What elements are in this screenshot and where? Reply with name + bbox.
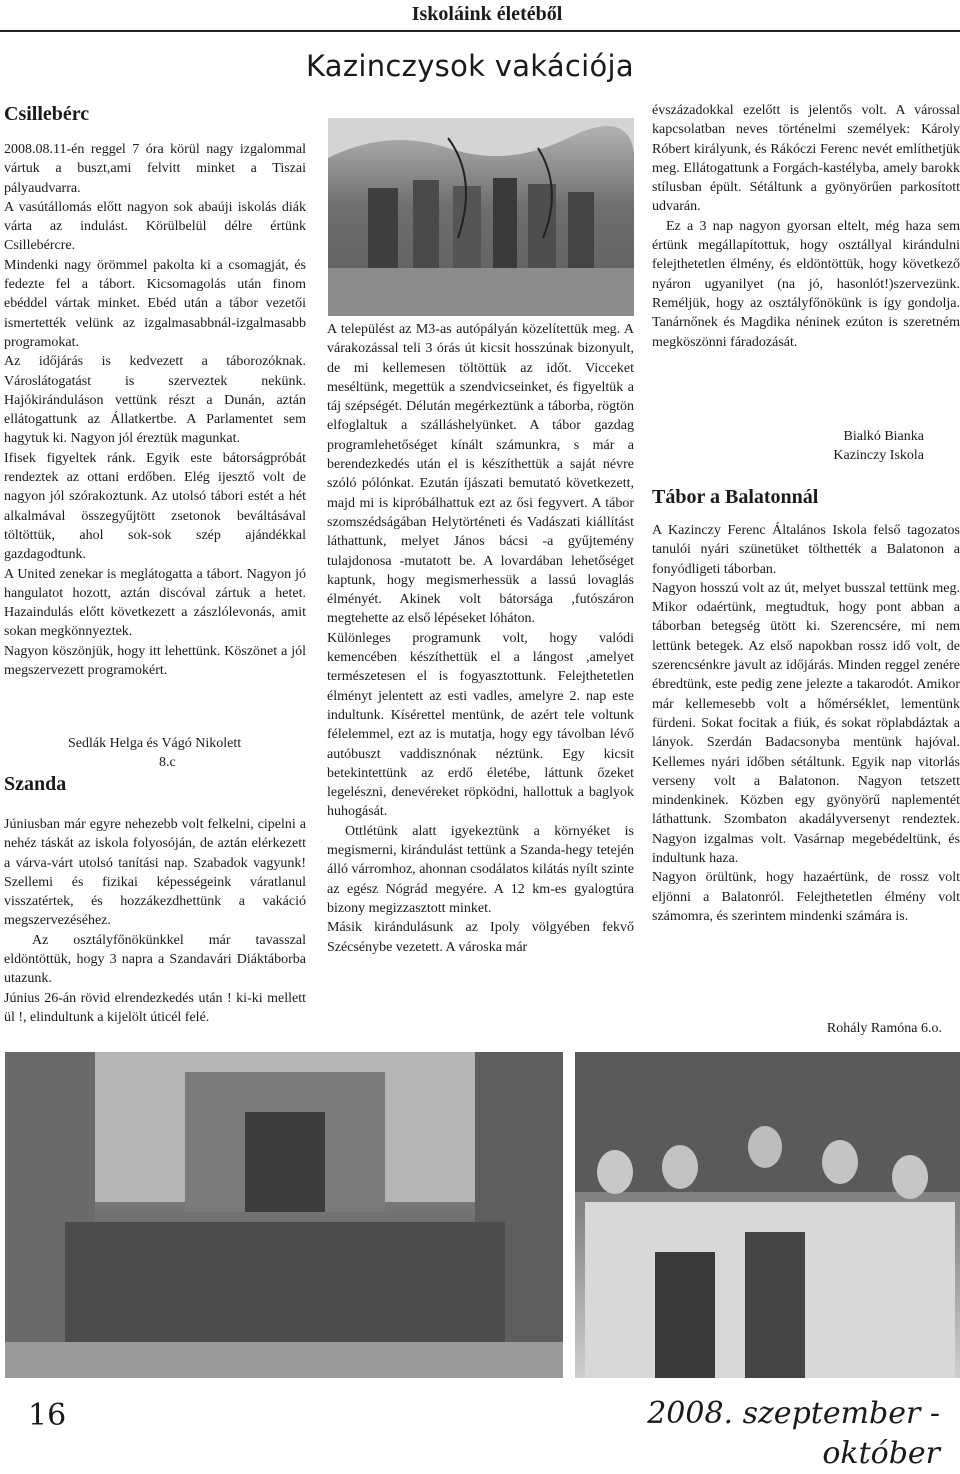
article-szanda-part2 [327, 320, 634, 957]
paragraph: A vasútállomás előtt nagyon sok abaúji iskolás diák várta az indulást. Körülbelül délre értünk Csillebércre. [4, 199, 306, 254]
author-name: Sedlák Helga és Vágó Nikolett [68, 736, 242, 751]
paragraph: Júniusban már egyre nehezebb volt felkelni, cipelni a nehéz táskát az iskola folyosóján, de aztán elérkezett a várva-várt utolsó tanítási nap. Szabadok vagyunk! Szellemi és fizikai képességeink váratlanul visszatértek, és hozzákezdhettünk a vakáció megszervezéséhez. [4, 817, 306, 929]
page-number: 16 [28, 1398, 67, 1433]
heading-csillebérc: Csillebérc [4, 103, 90, 125]
issue-date: 2008. szeptember - október [647, 1396, 940, 1471]
paragraph: Ifisek figyeltek ránk. Egyik este bátorságpróbát rendeztek az ottani erdőben. Elég ijesztő volt de nagyon jól szórakoztunk. Az utolsó tábori estét a hét alkalmával összegyűjtött zsetonok beváltásával töltöttük, ahol sok-sok szép ajándékkal gazdagodtunk. [4, 450, 306, 563]
author-class: 8.c [159, 755, 176, 770]
signature-csillebérc [4, 734, 306, 772]
paragraph: Az osztályfőnökünkkel már tavasszal eldöntöttük, hogy 3 napra a Szandavári Diáktáborba utazunk. [4, 932, 306, 987]
signature-balaton: Rohály Ramóna 6.o. [826, 1021, 942, 1036]
paragraph: Ottlétünk alatt igyekeztünk a környéket is megismerni, kirándulást tettünk a Szanda-hegy tetején álló várromhoz, ahonnan csodálatos kilátás nyílt szinte az egész Nógrád megyére. A 12 km-es gyalogtúra bizony megizzasztott minket. [327, 823, 634, 916]
section-label: Iskoláink életéből [411, 3, 563, 25]
paragraph: Mindenki nagy örömmel pakolta ki a csomagját, és fedezte fel a tábort. Kicsomagolás után finom ebéddel vártak minket. Ebéd után a tábor vezetői ismertették velünk az izgalmasabbnál-izgalmasabb programokat. [4, 257, 306, 350]
girls-photo [575, 1052, 960, 1378]
article-szanda-part3 [652, 101, 960, 352]
paragraph: Nagyon köszönjük, hogy itt lehettünk. Köszönet a jól megszervezett programokért. [4, 643, 306, 679]
signature-szanda [652, 427, 960, 465]
article-szanda-part1 [4, 815, 306, 1027]
header-rule [0, 30, 960, 32]
paragraph: Június 26-án rövid elrendezkedés után ! ki-ki mellett ül !, elindultunk a kijelölt úticél felé. [4, 990, 306, 1025]
paragraph: Az időjárás is kedvezett a táborozóknak. Városlátogatást is szerveztek nekünk. Hajókiránduláson vettünk részt a Dunán, aztán ellátogattunk az Állatkertbe. A Parlamentet sem hagytuk ki. Nagyon jól éreztük magunkat. [4, 354, 306, 447]
paragraph: Nagyon örültünk, hogy hazaértünk, de rossz volt eljönni a Balatonról. Felejthetetlen élmény volt számomra, és szerintem mindenki számára is. [652, 870, 960, 924]
heading-szanda: Szanda [4, 773, 67, 795]
archery-photo [328, 118, 634, 316]
article-balaton [652, 521, 960, 926]
paragraph: A Kazinczy Ferenc Általános Iskola felső tagozatos tanulói nyári szünetüket tölthették a Balatonon a fonyódligeti táborban. [652, 523, 960, 577]
author-school: Kazinczy Iskola [833, 448, 924, 463]
author-name: Bialkó Bianka [843, 429, 924, 444]
paragraph: évszázadokkal ezelőtt is jelentős volt. A várossal kapcsolatban neves történelmi személyek: Károly Róbert királyunk, és Rákóczi Ferenc nevét említhetjük meg. Ellátogattunk a Forgách-kastélyba, amely barokk stílusban épült. Sétáltunk a gyönyörűen parkosított udvarán. [652, 103, 960, 215]
paragraph: Ez a 3 nap nagyon gyorsan eltelt, még haza sem értünk megállapítottuk, hogy osztállyal kirándulni felejthetetlen élmény, és eldöntöttük, hogy következő nyáron ugyanilyet (na jó, hasonlót!)szervezünk. Reméljük, hogy az osztályfőnökünk is így gondolja. Tanárnőnek és Magdika néninek ezúton is szeretném megköszönni fáradozását. [652, 218, 960, 350]
paragraph: Másik kirándulásunk az Ipoly völgyében fekvő Szécsénybe vezetett. A városka már [327, 920, 634, 955]
heading-balaton: Tábor a Balatonnál [652, 486, 819, 508]
page-title: Kazinczysok vakációja [306, 49, 634, 83]
paragraph: 2008.08.11-én reggel 7 óra körül nagy izgalommal vártuk a buszt,ami felvitt minket a Tiszai pályaudvarra. [4, 142, 306, 196]
paragraph: A United zenekar is meglátogatta a tábort. Nagyon jó hangulatot hozott, aztán discóval zártuk a hetet. Hazaindulás előtt következett a zászlólevonás, amit sokan megkönnyeztek. [4, 566, 306, 640]
paragraph: Különleges programunk volt, hogy valódi kemencében készíthettük el a lángost ,amelyet természetesen el is fogyasztottunk. Felejthetetlen élményt jelentett az esti vadles, amelyre 2. nap este indultunk. Kísérettel mentünk, de azért tele voltunk félelemmel, ezt az is mutatja, hogy egy távolban lévő autóbuszt vaddisznónak néztünk. Egy kicsit betekintettünk az erdő életébe, láttunk őzeket legelészni, denevéreket röpködni, hallottuk a baglyok huhogását. [327, 630, 634, 820]
paragraph: A települést az M3-as autópályán közelítettük meg. A várakozással teli 3 órás út kicsit hosszúnak bizonyult, de mi kellemesen töltöttük az időt. Vicceket meséltünk, megettük a szendvicseinket, és figyeltük a táj szépségét. Délután megérkeztünk a táborba, rögtön elfoglaltuk a szálláshelyünket. A tábor gazdag programlehetőséget kínált számunkra, s már a berendezkedés után el is készíthettük a saját névre szóló pólónkat. Ezután íjászati bemutató következett, majd mi is kipróbálhattuk ezt az ősi fegyvert. A tábor szomszédságában Helytörténeti és Vadászati kiállítást láthattunk, melyet János bácsi -a gyűjtemény tulajdonosa -mutatott be. A lovardában lehetőséget kaptunk, hogy megismerhessük a lassú lovaglás élményét. Akinek volt bátorsága ,futószáron megtehette az első lépéseket lóháton. [327, 322, 634, 627]
group-photo [5, 1052, 563, 1378]
article-csillebérc [4, 140, 306, 680]
paragraph: Nagyon hosszú volt az út, melyet busszal tettünk meg. Mikor odaértünk, megtudtuk, hogy pont abban a táborban betegség ütött ki. Szerencsére, mi nem lettünk betegek. Az első napokban rossz idő volt, de szerencsénkre javult az időjárás. Minden reggel zenére ébredtünk, este pedig zene jelezte a takarodót. Amikor már kellemesebb volt a hőmérséklet, lementünk fürdeni. Sokat focitak a fiúk, és sokat röplabdáztak a lányok. Szerdán Badacsonyba mentünk hajóval. Kellemes nyári időben sétáltunk. Egyik nap vitorlás verseny volt a Balatonon. Nagyon tetszett mindenkinek. Közben egy gyönyörű naplementét láthattunk. Szombaton akadályversenyt rendeztek. Nagyon izgalmas volt. Vasárnap megebédeltünk, és indultunk haza. [652, 580, 960, 867]
